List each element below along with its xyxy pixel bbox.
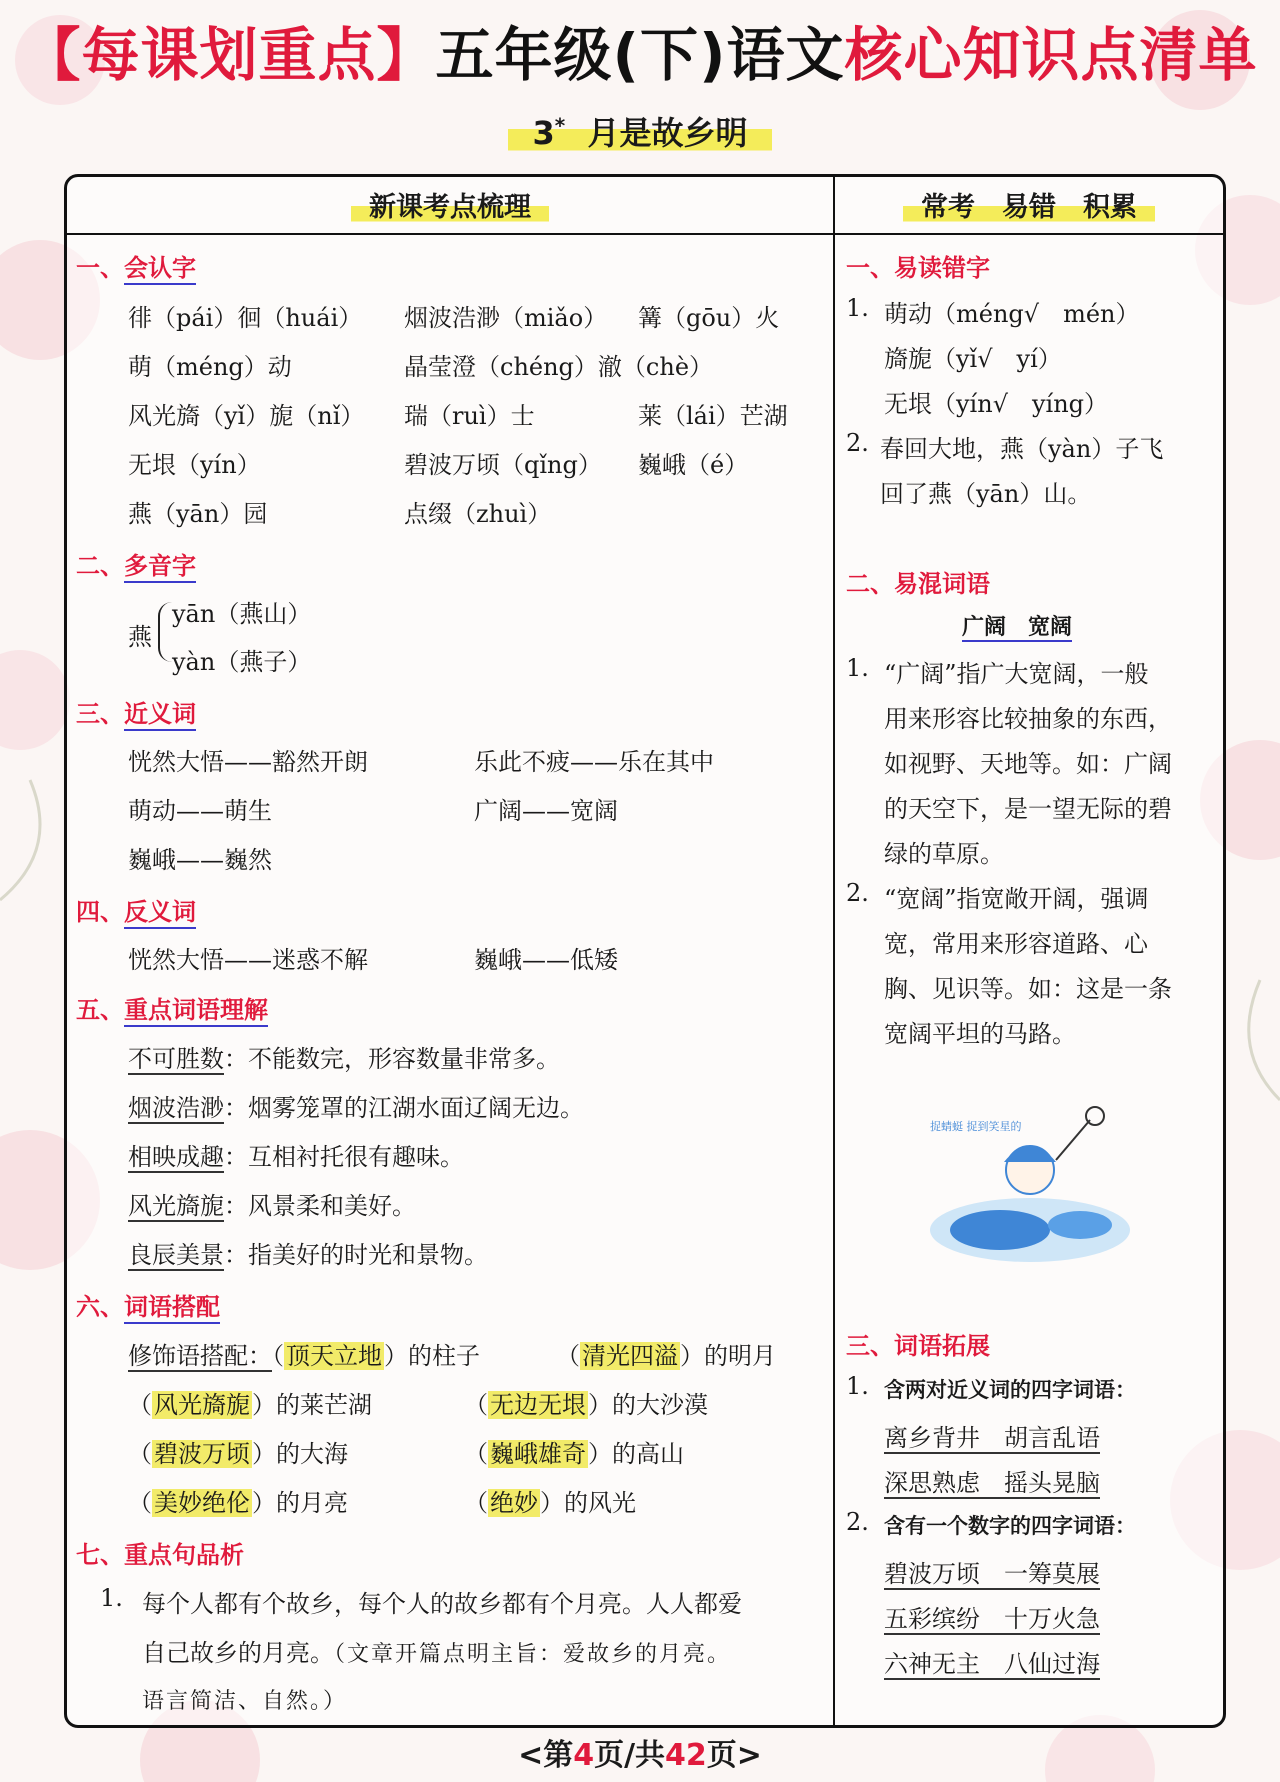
item-number: 1. bbox=[846, 1372, 869, 1400]
section-heading: 三、词语拓展 bbox=[846, 1332, 990, 1360]
title-bracket-part: 【每课划重点】 bbox=[22, 21, 436, 89]
explanation-line: 的天空下，是一望无际的碧 bbox=[884, 795, 1172, 823]
lesson-name: 月是故乡明 bbox=[587, 114, 748, 152]
header-divider bbox=[67, 233, 1223, 235]
polyphone-reading: yàn（燕子） bbox=[172, 648, 312, 676]
synonym-pair: 乐此不疲——乐在其中 bbox=[474, 748, 714, 776]
synonym-pair: 巍峨——巍然 bbox=[128, 846, 272, 874]
confusable-subtitle: 广阔 宽阔 bbox=[962, 614, 1073, 640]
explanation-line: 用来形容比较抽象的东西， bbox=[884, 705, 1172, 733]
left-column-heading: 新课考点梳理 bbox=[67, 185, 833, 224]
current-page: 4 bbox=[573, 1738, 595, 1773]
section-heading: 七、重点句品析 bbox=[76, 1541, 244, 1569]
lesson-title bbox=[0, 108, 1280, 154]
column-divider bbox=[833, 177, 835, 1725]
item-number: 2. bbox=[846, 1508, 869, 1536]
collocation-item: （无边无垠）的大沙漠 bbox=[464, 1391, 708, 1419]
term-definition: 良辰美景：指美好的时光和景物。 bbox=[128, 1241, 488, 1269]
cartoon-illustration bbox=[920, 1100, 1140, 1270]
title-grade-part: 五年级(下)语文 bbox=[435, 21, 845, 89]
explanation-line: 如视野、天地等。如：广阔 bbox=[884, 750, 1172, 778]
page-title bbox=[0, 8, 1280, 92]
explanation-line: “广阔”指广大宽阔，一般 bbox=[884, 660, 1149, 688]
sentence-line: 自己故乡的月亮。（文章开篇点明主旨：爱故乡的月亮。 bbox=[142, 1639, 732, 1667]
expansion-title: 含两对近义词的四字词语： bbox=[884, 1378, 1136, 1402]
antonym-pair: 恍然大悟——迷惑不解 bbox=[128, 946, 368, 974]
term-definition: 风光旖旎：风景柔和美好。 bbox=[128, 1192, 416, 1220]
expansion-row: 六神无主 八仙过海 bbox=[884, 1650, 1100, 1678]
antonym-pair: 巍峨——低矮 bbox=[474, 946, 618, 974]
term-definition: 相映成趣：互相衬托很有趣味。 bbox=[128, 1143, 464, 1171]
pinyin-item: 徘（pái）徊（huái） bbox=[128, 304, 363, 332]
term-definition: 不可胜数：不能数完，形容数量非常多。 bbox=[128, 1045, 560, 1073]
expansion-title: 含有一个数字的四字词语： bbox=[884, 1514, 1136, 1538]
collocation-item: （风光旖旎）的莱芒湖 bbox=[128, 1391, 372, 1419]
collocation-item: （碧波万顷）的大海 bbox=[128, 1440, 348, 1468]
total-pages: 42 bbox=[665, 1738, 707, 1773]
pinyin-item: 碧波万顷（qǐng） bbox=[404, 451, 602, 479]
sentence-line: 语言简洁、自然。） bbox=[142, 1689, 348, 1714]
collocation-item: （巍峨雄奇）的高山 bbox=[464, 1440, 684, 1468]
pinyin-item: 燕（yān）园 bbox=[128, 500, 268, 528]
pinyin-item: 篝（gōu）火 bbox=[638, 304, 780, 332]
expansion-row: 深思熟虑 摇头晃脑 bbox=[884, 1469, 1100, 1497]
misread-line: 无垠（yín√ yíng） bbox=[884, 390, 1109, 418]
section-heading: 二、多音字 bbox=[76, 546, 196, 581]
explanation-line: 绿的草原。 bbox=[884, 840, 1004, 868]
item-number: 2. bbox=[846, 429, 869, 457]
sentence-line: 每个人都有个故乡，每个人的故乡都有个月亮。人人都爱 bbox=[142, 1590, 742, 1618]
misread-line: 春回大地，燕（yàn）子飞 bbox=[880, 435, 1164, 463]
pinyin-item: 烟波浩渺（miǎo） bbox=[404, 304, 608, 332]
pinyin-item: 莱（lái）芒湖 bbox=[638, 402, 788, 430]
item-number: 1. bbox=[846, 294, 869, 322]
section-heading: 一、会认字 bbox=[76, 248, 196, 283]
expansion-row: 碧波万顷 一筹莫展 bbox=[884, 1560, 1100, 1588]
brace bbox=[158, 602, 172, 662]
synonym-pair: 恍然大悟——豁然开朗 bbox=[128, 748, 368, 776]
collocation-item: （绝妙）的风光 bbox=[464, 1489, 636, 1517]
pinyin-item: 无垠（yín） bbox=[128, 451, 261, 479]
section-heading: 一、易读错字 bbox=[846, 254, 990, 282]
synonym-pair: 萌动——萌生 bbox=[128, 797, 272, 825]
section-heading: 四、反义词 bbox=[76, 892, 196, 927]
title-list-part: 核心知识点清单 bbox=[844, 21, 1258, 89]
pinyin-item: 萌（méng）动 bbox=[128, 353, 292, 381]
page-indicator: <第4页/共42页> bbox=[518, 1738, 762, 1773]
pinyin-item: 晶莹澄（chéng）澈（chè） bbox=[404, 353, 714, 381]
section-heading: 三、近义词 bbox=[76, 694, 196, 729]
explanation-line: “宽阔”指宽敞开阔，强调 bbox=[884, 885, 1149, 913]
pinyin-item: 风光旖（yǐ）旎（nǐ） bbox=[128, 402, 365, 430]
pinyin-item: 巍峨（é） bbox=[638, 451, 749, 479]
expansion-row: 离乡背井 胡言乱语 bbox=[884, 1424, 1100, 1452]
lesson-number: 3 bbox=[532, 114, 555, 152]
synonym-pair: 广阔——宽阔 bbox=[474, 797, 618, 825]
right-column-heading: 常考 易错 积累 bbox=[835, 185, 1223, 224]
item-number: 1. bbox=[846, 654, 869, 682]
misread-line: 萌动（méng√ mén） bbox=[884, 300, 1140, 328]
collocation-item: （清光四溢）的明月 bbox=[556, 1342, 776, 1370]
explanation-line: 宽阔平坦的马路。 bbox=[884, 1020, 1076, 1048]
section-heading: 五、重点词语理解 bbox=[76, 990, 268, 1025]
collocation-row: 修饰语搭配：（顶天立地）的柱子 bbox=[128, 1342, 480, 1370]
explanation-line: 胸、见识等。如：这是一条 bbox=[884, 975, 1172, 1003]
section-heading: 二、易混词语 bbox=[846, 570, 990, 598]
polyphone-char: 燕 bbox=[128, 623, 152, 651]
term-definition: 烟波浩渺：烟雾笼罩的江湖水面辽阔无边。 bbox=[128, 1094, 584, 1122]
sentence-number: 1. bbox=[100, 1584, 123, 1612]
item-number: 2. bbox=[846, 879, 869, 907]
pinyin-item: 瑞（ruì）士 bbox=[404, 402, 535, 430]
collocation-item: （美妙绝伦）的月亮 bbox=[128, 1489, 348, 1517]
expansion-row: 五彩缤纷 十万火急 bbox=[884, 1605, 1100, 1633]
section-heading: 六、词语搭配 bbox=[76, 1287, 220, 1322]
misread-line: 旖旎（yǐ√ yí） bbox=[884, 345, 1062, 373]
polyphone-reading: yān（燕山） bbox=[172, 600, 312, 628]
child-on-lotus-icon bbox=[920, 1100, 1140, 1270]
misread-line: 回了燕（yān）山。 bbox=[880, 480, 1092, 508]
pinyin-item: 点缀（zhuì） bbox=[404, 500, 552, 528]
illustration-caption: 捉蜻蜓 捉到笑星的 bbox=[930, 1120, 1022, 1133]
explanation-line: 宽，常用来形容道路、心 bbox=[884, 930, 1148, 958]
lesson-mark: * bbox=[554, 113, 566, 138]
